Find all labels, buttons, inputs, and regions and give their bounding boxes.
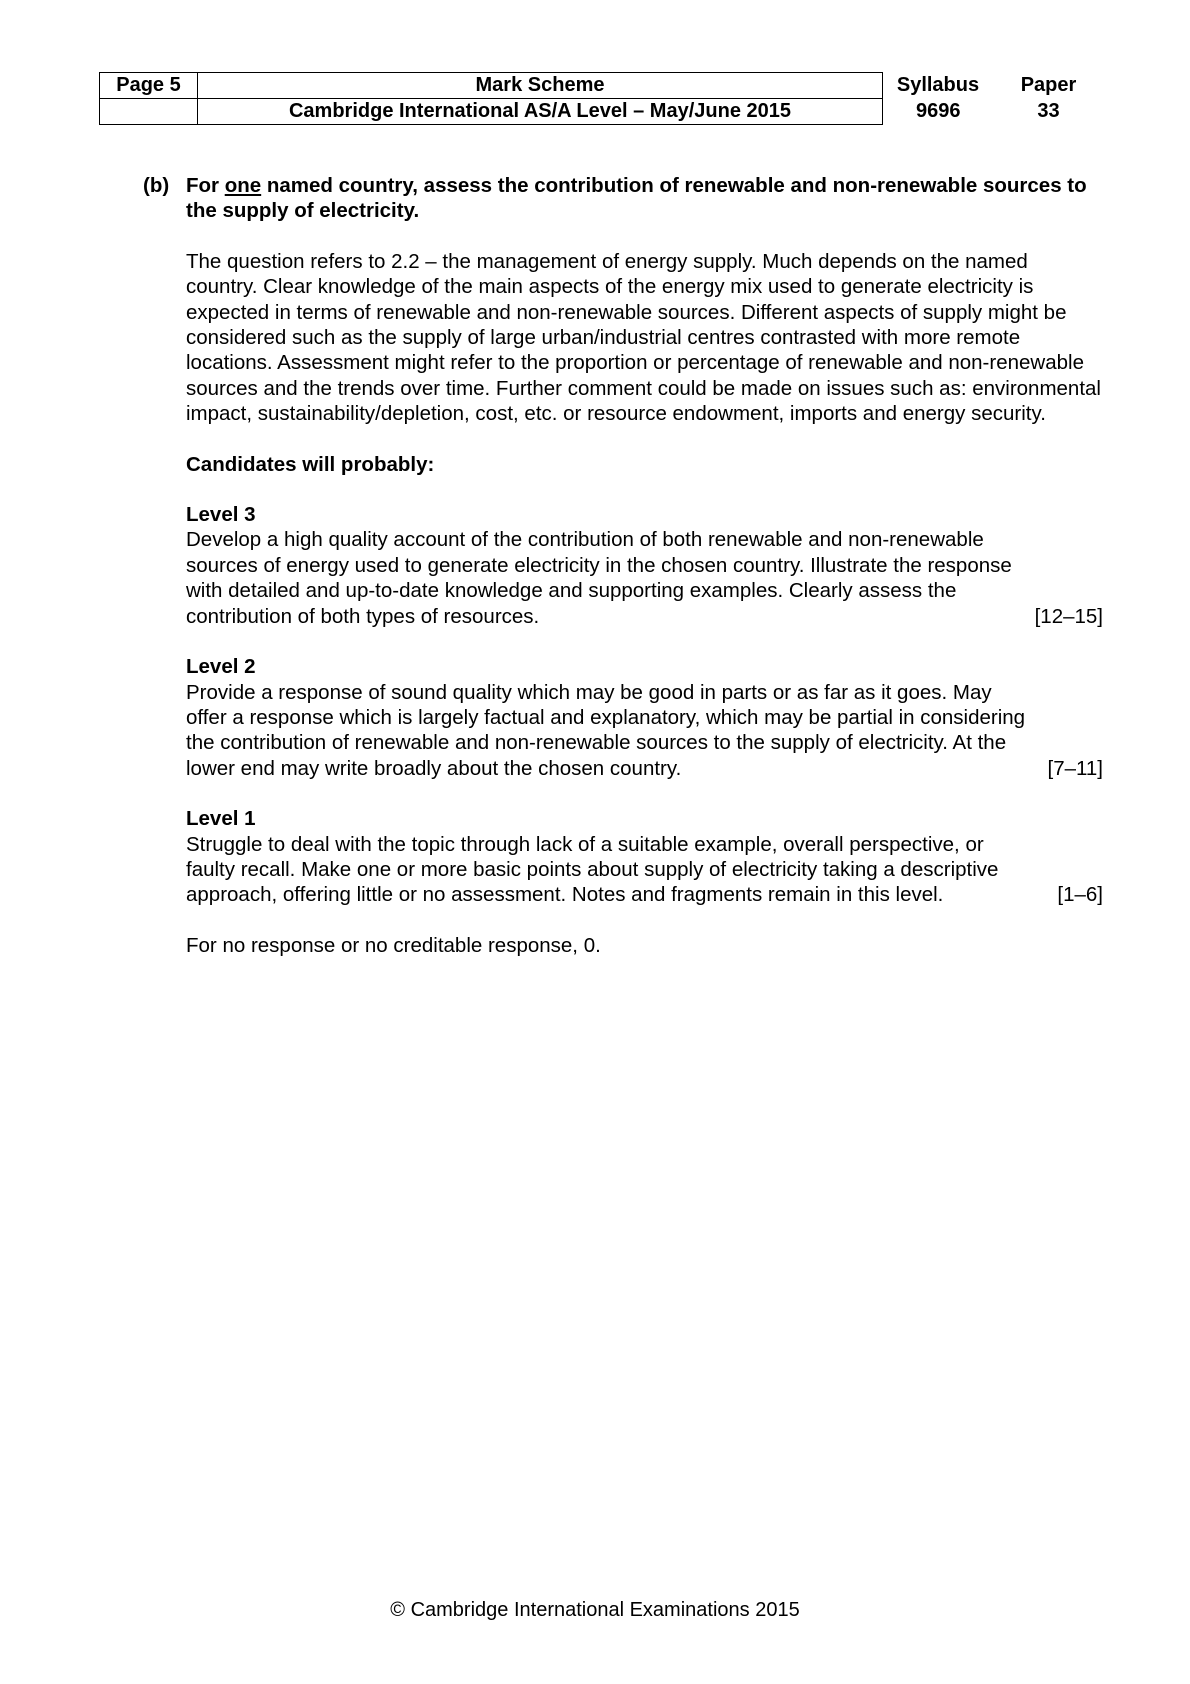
syllabus-label: Syllabus bbox=[896, 74, 980, 96]
level-1-marks: [1–6] bbox=[1057, 883, 1103, 907]
level-2-marks: [7–11] bbox=[1047, 756, 1103, 780]
mark-scheme-content bbox=[143, 173, 1103, 958]
level-2-line: Provide a response of sound quality which may be good in parts or as far as it goes. May bbox=[186, 680, 992, 704]
level-1-line: faulty recall. Make one or more basic points about supply of electricity taking a descriptive bbox=[186, 857, 999, 881]
level-3-last-text: contribution of both types of resources. bbox=[186, 604, 540, 628]
question-text bbox=[186, 173, 1103, 224]
level-2-last-line bbox=[186, 756, 1103, 781]
level-3-line: with detailed and up-to-date knowledge and supporting examples. Clearly assess the bbox=[186, 579, 957, 603]
level-3-line: Develop a high quality account of the contribution of both renewable and non-renewable bbox=[186, 528, 984, 552]
paper-label: Paper bbox=[1020, 74, 1077, 96]
level-3-last-line bbox=[186, 604, 1103, 629]
level-1-last-line bbox=[186, 882, 1103, 907]
level-1-last-text: approach, offering little or no assessment. Notes and fragments remain in this level. bbox=[186, 883, 944, 907]
answer-guidance bbox=[186, 249, 1103, 958]
level-3-title: Level 3 bbox=[186, 503, 256, 527]
level-3-block bbox=[186, 502, 1103, 629]
level-1-block bbox=[186, 806, 1103, 908]
copyright-footer: © Cambridge International Examinations 2015 bbox=[390, 1599, 800, 1621]
question bbox=[143, 173, 1103, 224]
no-response-note: For no response or no creditable response, 0. bbox=[186, 933, 601, 957]
level-2-line: the contribution of renewable and non-renewable sources to the supply of electricity. At the bbox=[186, 731, 1007, 755]
candidates-heading: Candidates will probably: bbox=[186, 452, 435, 476]
level-2-block bbox=[186, 654, 1103, 781]
level-2-line: offer a response which is largely factual and explanatory, which may be partial in considering bbox=[186, 705, 1026, 729]
header-empty-cell bbox=[100, 99, 198, 125]
question-label: (b) bbox=[143, 174, 170, 197]
intro-paragraph: The question refers to 2.2 – the management of energy supply. Much depends on the named country. Clear knowledge of the main aspects of the energy mix used to generate electricity is expected in terms of renewable and non-renewable sources. Different aspects of supply might be considered such as the supply of large urban/industrial centres contrasted with more remote locations. Assessment might refer to the proportion or percentage of renewable and non-renewable sources and the trends over time. Further comment could be made on issues such as: environmental impact, sustainability/depletion, cost, etc. or resource endowment, imports and energy security. bbox=[186, 249, 1101, 426]
document-title: Mark Scheme bbox=[198, 73, 883, 99]
level-2-last-text: lower end may write broadly about the chosen country. bbox=[186, 756, 682, 780]
level-1-line: Struggle to deal with the topic through lack of a suitable example, overall perspective, or bbox=[186, 832, 984, 856]
header-table bbox=[99, 72, 1104, 125]
paper-value: 33 bbox=[1037, 100, 1060, 122]
syllabus-value: 9696 bbox=[916, 100, 961, 122]
level-3-line: sources of energy used to generate electricity in the chosen country. Illustrate the response bbox=[186, 553, 1012, 577]
question-text-end: named country, assess the contribution of renewable and non-renewable sources to the supply of electricity. bbox=[186, 174, 1087, 223]
level-1-title: Level 1 bbox=[186, 807, 256, 831]
question-text-underlined: one bbox=[224, 174, 262, 197]
level-3-marks: [12–15] bbox=[1034, 604, 1103, 628]
page-number: Page 5 bbox=[100, 73, 198, 99]
document-subtitle: Cambridge International AS/A Level – May/June 2015 bbox=[198, 99, 883, 125]
question-text-start: For bbox=[186, 174, 225, 197]
level-2-title: Level 2 bbox=[186, 655, 256, 679]
